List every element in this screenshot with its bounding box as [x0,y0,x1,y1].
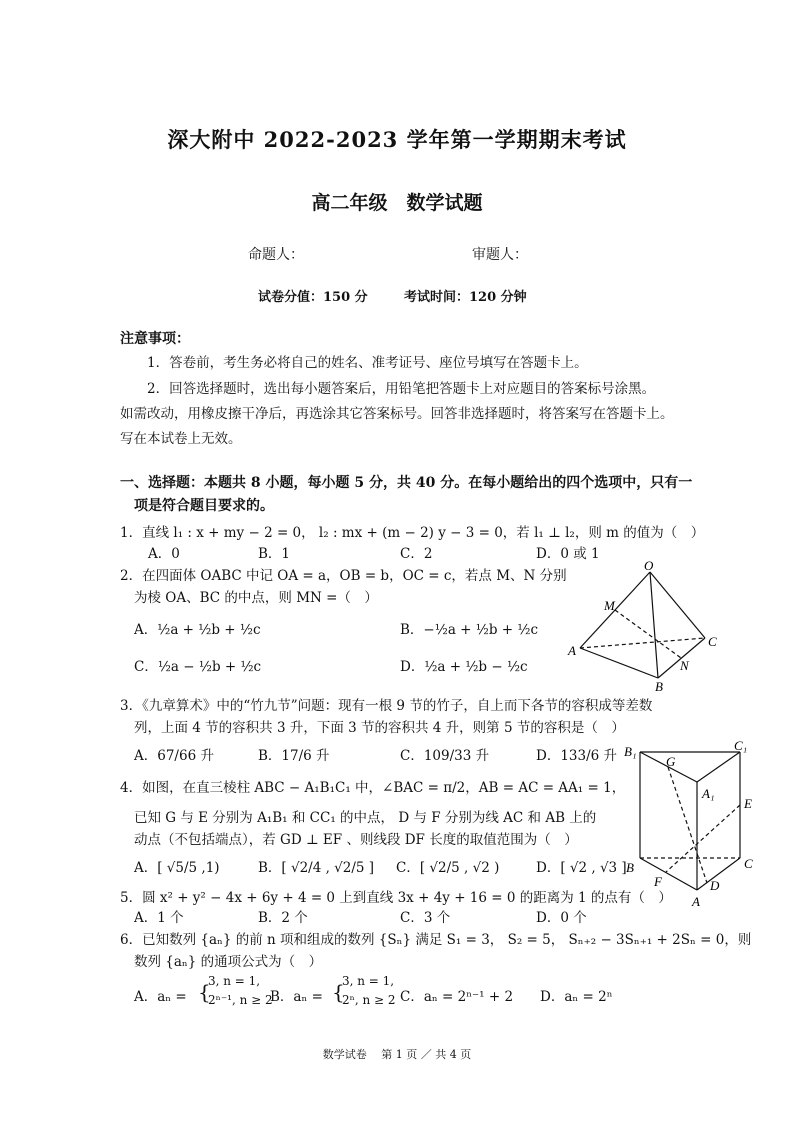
question-4-option-d: D．[ √2 , √3 ] [536,860,627,876]
time-info: 考试时间：120 分钟 [404,290,527,305]
question-6-stem-line-1: 6．已知数列 {aₙ} 的前 n 项和组成的数列 {Sₙ} 满足 S₁ = 3， S₂ = 5， Sₙ₊₂ − 3Sₙ₊₁ + 2Sₙ = 0，则 [120,932,752,948]
tetra-label-m: M [604,598,615,613]
question-2-option-b: B．−½a + ½b + ½c [400,622,539,638]
question-3-stem-line-1: 3．《九章算术》中的“竹九节”问题：现有一根 9 节的竹子，自上而下各节的容积成等差数 [120,698,653,714]
prism-label-c1: C₁ [734,740,748,753]
question-6-option-a-brace: { [198,980,211,1004]
prism-figure [622,740,772,910]
question-4-option-a: A．[ √5/5 ,1) [134,860,220,876]
question-1-option-a: A．0 [148,546,180,562]
question-3-option-c: C．109/33 升 [400,748,490,764]
question-5-option-a: A．1 个 [134,910,184,926]
score-info: 试卷分值：150 分 [258,290,368,305]
notice-heading: 注意事项： [120,331,190,347]
question-3-option-a: A．67/66 升 [134,748,214,764]
notice-item-2-line-3: 写在本试卷上无效。 [120,431,242,447]
question-3-option-d: D．133/6 升 [536,748,618,764]
prism-label-b1: B₁ [624,744,637,759]
question-6-option-a-label: A．aₙ = [134,989,187,1005]
exam-subtitle: 高二年级 数学试题 [311,192,483,214]
question-1-option-d: D．0 或 1 [536,546,600,562]
question-6-option-b-case-2: 2ⁿ, n ≥ 2 [342,993,396,1007]
tetra-label-b: B [655,679,663,694]
section-1-line-1: 一、选择题：本题共 8 小题，每小题 5 分，共 40 分。在每小题给出的四个选项中，只有一 [120,475,693,491]
prism-label-d: D [710,878,720,893]
question-4-stem-line-3: 动点（不包括端点），若 GD ⊥ EF 、则线段 DF 长度的取值范围为（ ） [134,832,578,848]
tetra-label-a: A [568,643,576,658]
question-2-stem-line-2: 为棱 OA、BC 的中点，则 MN =（ ） [134,590,378,606]
prism-label-b: B [626,860,634,875]
question-2-option-a: A．½a + ½b + ½c [134,622,261,638]
question-6-option-d: D．aₙ = 2ⁿ [540,989,613,1005]
question-1-stem: 1．直线 l₁ : x + my − 2 = 0， l₂ : mx + (m − 2) y − 3 = 0，若 l₁ ⊥ l₂，则 m 的值为（ ） [120,525,705,541]
question-4-option-c: C．[ √2/5 , √2 ) [396,860,500,876]
tetra-label-o: O [644,560,654,573]
question-6-stem-line-2: 数列 {aₙ} 的通项公式为（ ） [134,954,323,970]
question-3-option-b: B．17/6 升 [258,748,330,764]
notice-item-1: 1．答卷前，考生务必将自己的姓名、准考证号、座位号填写在答题卡上。 [147,355,588,371]
section-1-line-2: 项是符合题目要求的。 [134,498,274,514]
notice-item-2-line-2: 如需改动，用橡皮擦干净后，再选涂其它答案标号。回答非选择题时，将答案写在答题卡上。 [120,406,674,422]
question-4-stem-line-2: 已知 G 与 E 分别为 A₁B₁ 和 CC₁ 的中点， D 与 F 分别为线 AC 和 AB 上的 [134,810,597,826]
question-6-option-c: C．aₙ = 2ⁿ⁻¹ + 2 [400,989,514,1005]
question-6-option-b-brace: { [332,980,345,1004]
prism-label-a1: A₁ [702,786,715,801]
question-5-option-d: D．0 个 [536,910,587,926]
tetra-label-n: N [680,658,689,673]
question-5-option-c: C．3 个 [400,910,451,926]
tetra-label-c: C [708,634,717,649]
question-1-option-b: B．1 [258,546,291,562]
question-6-option-a-case-2: 2ⁿ⁻¹, n ≥ 2 [208,993,273,1007]
question-4-option-b: B．[ √2/4 , √2/5 ] [258,860,375,876]
tetrahedron-figure [560,560,740,695]
question-4-stem-line-1: 4．如图，在直三棱柱 ABC − A₁B₁C₁ 中，∠BAC = π/2，AB = AC = AA₁ = 1， [120,780,626,796]
exam-title: 深大附中 2022-2023 学年第一学期期末考试 [167,127,627,152]
question-5-option-b: B．2 个 [258,910,308,926]
question-2-option-c: C．½a − ½b + ½c [134,659,262,675]
prism-label-c: C [744,856,753,871]
question-6-option-b-label: B．aₙ = [270,989,323,1005]
prism-label-a: A [692,894,700,909]
setter-label: 命题人： [248,247,304,263]
question-6-option-b-case-1: 3, n = 1, [342,974,395,988]
prism-label-e: E [744,796,752,811]
notice-item-2-line-1: 2．回答选择题时，选出每小题答案后，用铅笔把答题卡上对应题目的答案标号涂黑。 [147,381,656,397]
prism-label-g: G [666,754,676,769]
reviewer-label: 审题人： [472,247,528,263]
question-3-stem-line-2: 列，上面 4 节的容积共 3 升，下面 3 节的容积共 4 升，则第 5 节的容积是（ ） [134,720,625,736]
question-5-stem: 5．圆 x² + y² − 4x + 6y + 4 = 0 上到直线 3x + 4y + 16 = 0 的距离为 1 的点有（ ） [120,890,672,906]
question-2-stem-line-1: 2．在四面体 OABC 中记 OA = a，OB = b，OC = c，若点 M、N 分别 [120,568,567,584]
page-footer: 数学试卷 第 1 页 ／ 共 4 页 [322,1048,472,1061]
prism-label-f: F [654,874,662,889]
question-6-option-a-case-1: 3, n = 1, [208,974,261,988]
question-2-option-d: D．½a + ½b − ½c [400,659,528,675]
question-1-option-c: C．2 [400,546,433,562]
